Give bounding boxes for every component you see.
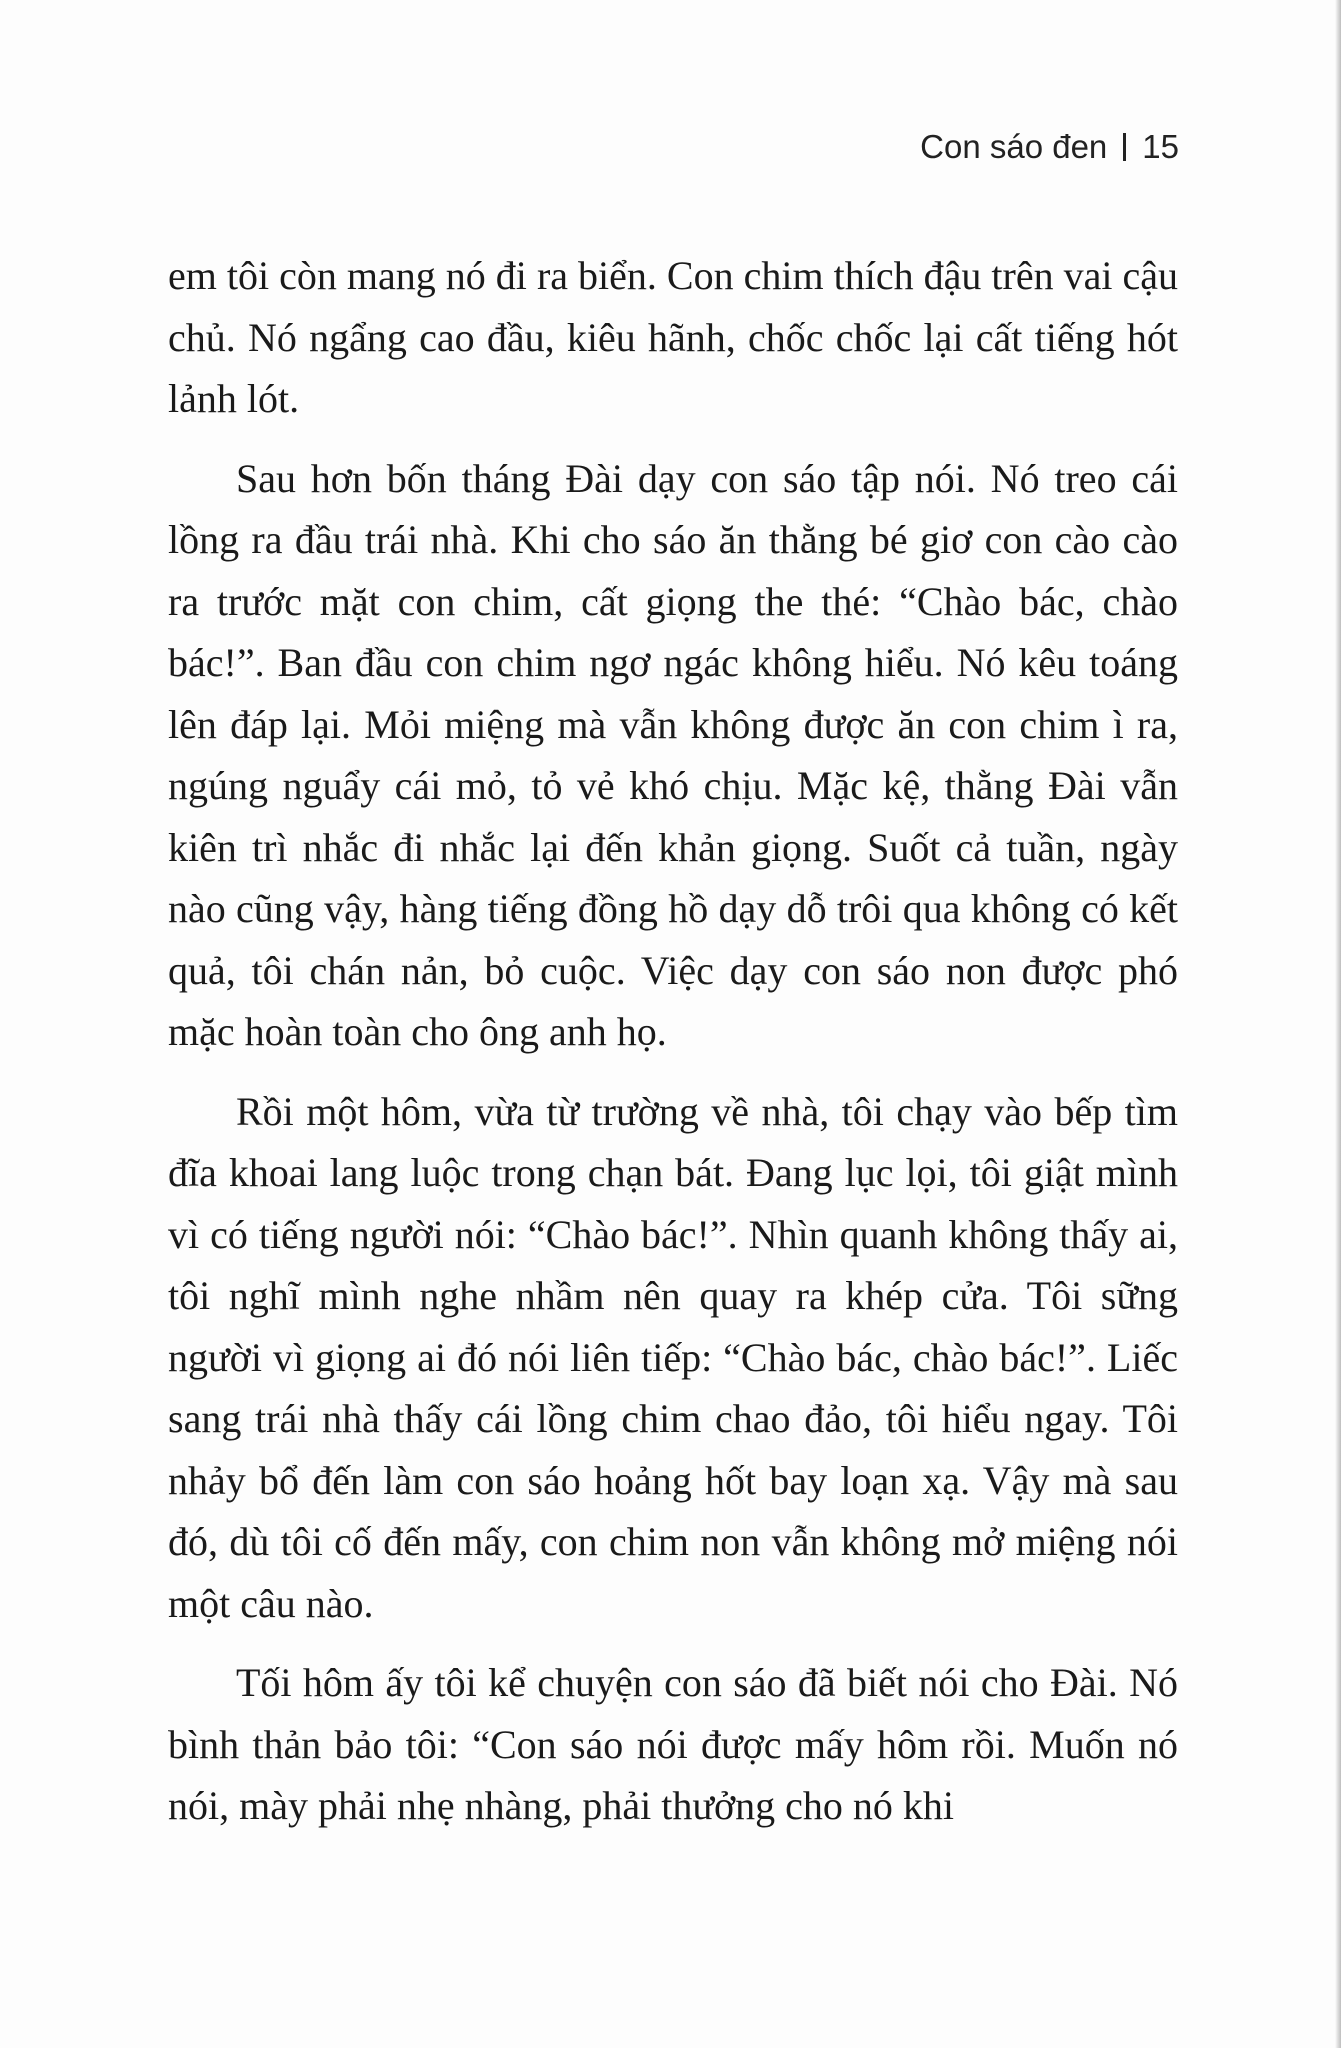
body-text <box>168 245 1178 1855</box>
running-header <box>920 128 1179 166</box>
paragraph-4: Tối hôm ấy tôi kể chuyện con sáo đã biết nói cho Đài. Nó bình thản bảo tôi: “Con sáo nói được mấy hôm rồi. Muốn nó nói, mày phải nhẹ nhàng, phải thưởng cho nó khi <box>168 1660 1178 1828</box>
page-edge-shadow <box>1335 0 1341 2048</box>
paragraph-2: Sau hơn bốn tháng Đài dạy con sáo tập nói. Nó treo cái lồng ra đầu trái nhà. Khi cho sáo ăn thằng bé giơ con cào cào ra trước mặt con chim, cất giọng the thé: “Chào bác, chào bác!”. Ban đầu con chim ngơ ngác không hiểu. Nó kêu toáng lên đáp lại. Mỏi miệng mà vẫn không được ăn con chim ì ra, ngúng nguẩy cái mỏ, tỏ vẻ khó chịu. Mặc kệ, thằng Đài vẫn kiên trì nhắc đi nhắc lại đến khản giọng. Suốt cả tuần, ngày nào cũng vậy, hàng tiếng đồng hồ dạy dỗ trôi qua không có kết quả, tôi chán nản, bỏ cuộc. Việc dạy con sáo non được phó mặc hoàn toàn cho ông anh họ. <box>168 455 1178 1054</box>
page-number: 15 <box>1142 128 1179 165</box>
paragraph-1: em tôi còn mang nó đi ra biển. Con chim thích đậu trên vai cậu chủ. Nó ngẩng cao đầu, kiêu hãnh, chốc chốc lại cất tiếng hót lảnh lót. <box>168 253 1178 421</box>
header-separator <box>1123 133 1126 161</box>
chapter-title: Con sáo đen <box>920 128 1108 165</box>
paragraph-3: Rồi một hôm, vừa từ trường về nhà, tôi chạy vào bếp tìm đĩa khoai lang luộc trong chạn bát. Đang lục lọi, tôi giật mình vì có tiếng người nói: “Chào bác!”. Nhìn quanh không thấy ai, tôi nghĩ mình nghe nhầm nên quay ra khép cửa. Tôi sững người vì giọng ai đó nói liên tiếp: “Chào bác, chào bác!”. Liếc sang trái nhà thấy cái lồng chim chao đảo, tôi hiểu ngay. Tôi nhảy bổ đến làm con sáo hoảng hốt bay loạn xạ. Vậy mà sau đó, dù tôi cố đến mấy, con chim non vẫn không mở miệng nói một câu nào. <box>168 1088 1178 1626</box>
